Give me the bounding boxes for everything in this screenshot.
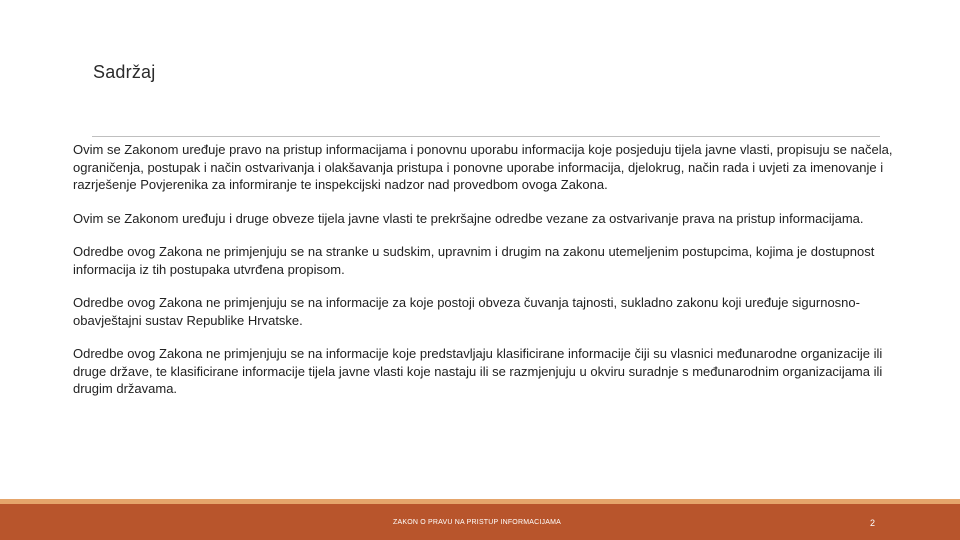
- footer-text: ZAKON O PRAVU NA PRISTUP INFORMACIJAMA: [393, 519, 561, 526]
- title-divider: [92, 136, 880, 137]
- slide-title: Sadržaj: [93, 62, 156, 82]
- paragraph-3: Odredbe ovog Zakona ne primjenjuju se na stranke u sudskim, upravnim i drugim na zakonu utemeljenim postupcima, kojima je dostupnost informacija iz tih postupaka utvrđena propisom.: [73, 244, 875, 277]
- page-number: 2: [870, 518, 876, 528]
- paragraph-1: Ovim se Zakonom uređuje pravo na pristup informacijama i ponovnu uporabu informacija koje posjeduju tijela javne vlasti, propisuju se načela, ograničenja, postupak i način ostvarivanja i olakšavanja pristupa i ponovne uporabe informacija, djelokrug, način rada i uvjeti za imenovanje i razrješenje Povjerenika za informiranje te inspekcijski nadzor nad provedbom ovoga Zakona.: [73, 142, 893, 192]
- paragraph-2: Ovim se Zakonom uređuju i druge obveze tijela javne vlasti te prekršajne odredbe vezane za ostvarivanje prava na pristup informacijama.: [73, 210, 864, 226]
- paragraph-4: Odredbe ovog Zakona ne primjenjuju se na informacije za koje postoji obveza čuvanja tajnosti, sukladno zakonu koji uređuje sigurnosno-obavještajni sustav Republike Hrvatske.: [73, 295, 860, 328]
- paragraph-5: Odredbe ovog Zakona ne primjenjuju se na informacije koje predstavljaju klasificirane informacije čiji su vlasnici međunarodne organizacije ili druge države, te klasificirane informacije tijela javne vlasti koje nastaju ili se razmjenjuju u okviru suradnje s međunarodnim organizacijama ili drugim državama.: [73, 346, 883, 396]
- slide-content: [73, 141, 895, 414]
